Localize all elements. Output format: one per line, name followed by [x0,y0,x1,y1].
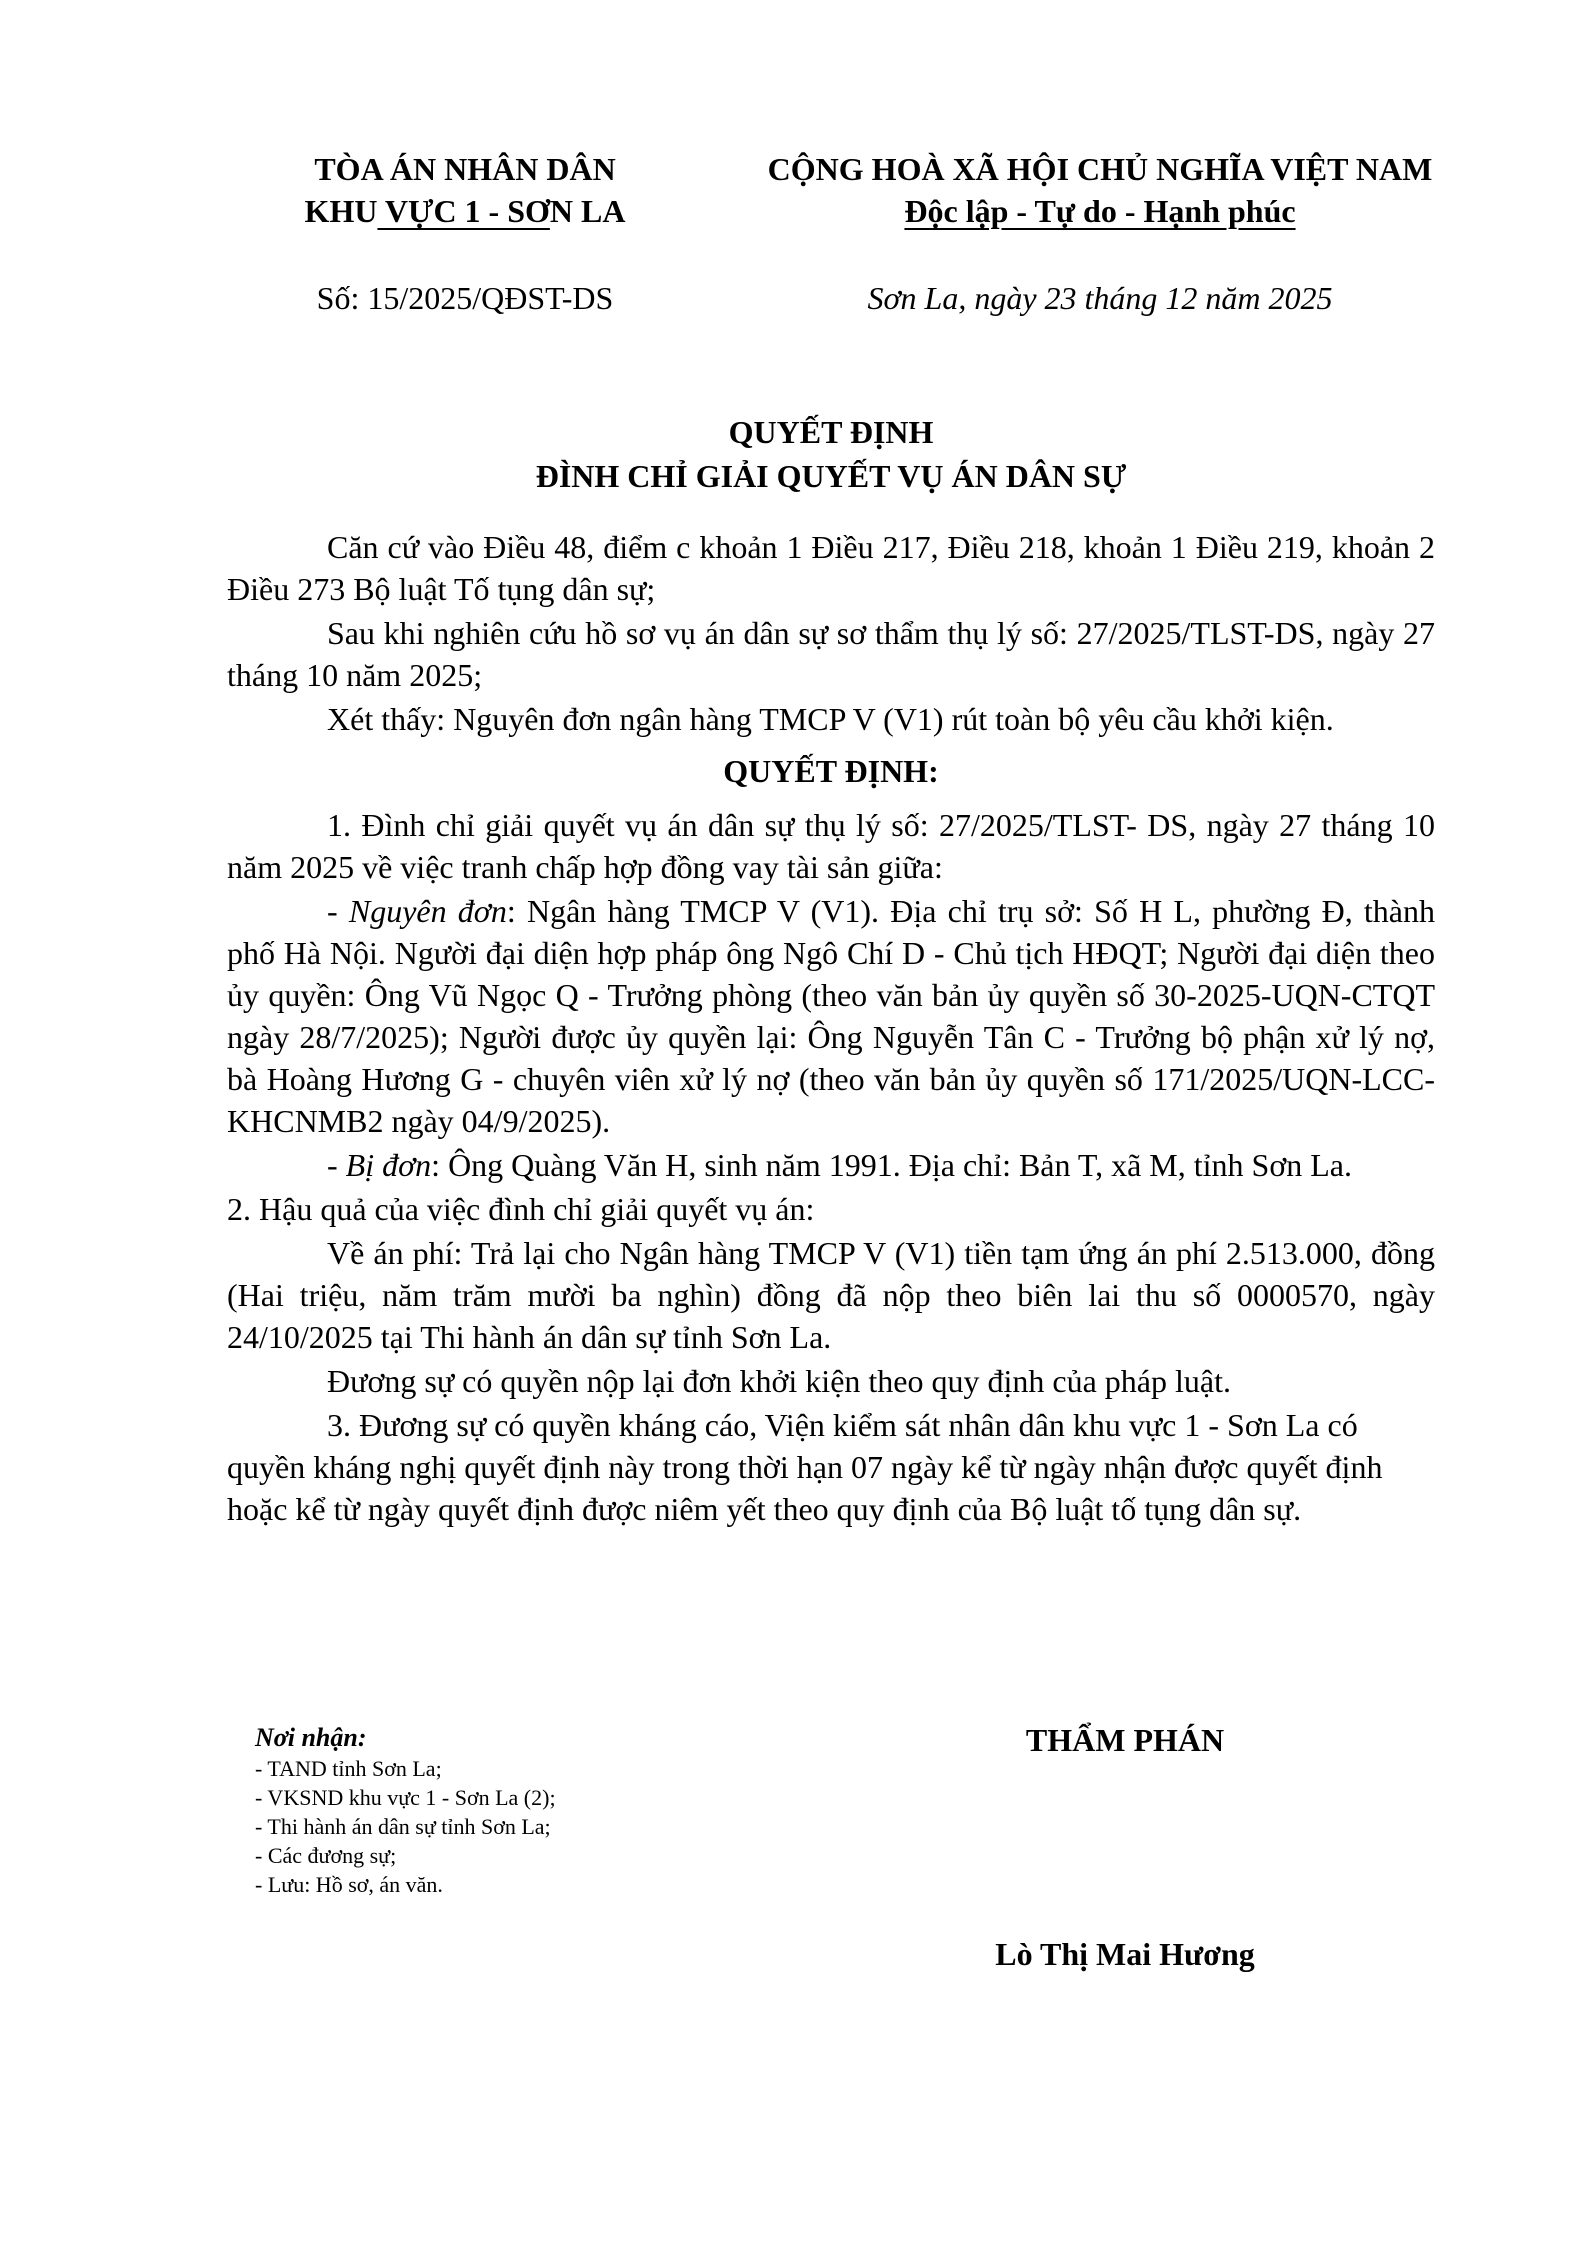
case-review-paragraph: Sau khi nghiên cứu hồ sơ vụ án dân sự sơ thẩm thụ lý số: 27/2025/TLST-DS, ngày 27 tháng 10 năm 2025; [227,615,1435,693]
legal-basis-paragraph: Căn cứ vào Điều 48, điểm c khoản 1 Điều 217, Điều 218, khoản 1 Điều 219, khoản 2 Điều 273 Bộ luật Tố tụng dân sự; [227,529,1435,607]
decision-item-1: 1. Đình chỉ giải quyết vụ án dân sự thụ lý số: 27/2025/TLST- DS, ngày 27 tháng 10 năm 2025 về việc tranh chấp hợp đồng vay tài sản giữa: [227,807,1435,885]
court-fee-paragraph: Về án phí: Trả lại cho Ngân hàng TMCP V (V1) tiền tạm ứng án phí 2.513.000, đồng (Hai triệu, năm trăm mười ba nghìn) đồng đã nộp theo biên lai thu số 0000570, ngày 24/10/2025 tại Thi hành án dân sự tỉnh Sơn La. [227,1235,1435,1355]
court-name-line2-post: N LA [549,193,626,229]
document-body [227,526,1435,1532]
national-motto: Độc lập - Tự do - Hạnh phúc [904,193,1296,229]
defendant-text: : Ông Quàng Văn H, sinh năm 1991. Địa chỉ: Bản T, xã M, tỉnh Sơn La. [431,1147,1352,1183]
court-name-line2-pre: KHU [304,193,378,229]
title-line2: ĐÌNH CHỈ GIẢI QUYẾT VỤ ÁN DÂN SỰ [535,458,1127,494]
plaintiff-paragraph [227,890,1435,1142]
recipient-item: - VKSND khu vực 1 - Sơn La (2); [255,1785,556,1810]
court-name-line1: TÒA ÁN NHÂN DÂN [314,151,616,187]
document-number: Số: 15/2025/QĐST-DS [316,280,614,316]
decision-item-3: 3. Đương sự có quyền kháng cáo, Viện kiểm sát nhân dân khu vực 1 - Sơn La có quyền kháng nghị quyết định này trong thời hạn 07 ngày kể từ ngày nhận được quyết định hoặc kể từ ngày quyết định được niêm yết theo quy định của Bộ luật tố tụng dân sự. [227,1407,1383,1527]
national-header [720,148,1480,232]
signer-role: THẨM PHÁN [1025,1722,1225,1758]
decision-item-2: 2. Hậu quả của việc đình chỉ giải quyết vụ án: [227,1191,815,1227]
refile-right-paragraph: Đương sự có quyền nộp lại đơn khởi kiện theo quy định của pháp luật. [327,1363,1231,1399]
plaintiff-label: Nguyên đơn [348,893,507,929]
place-and-date: Sơn La, ngày 23 tháng 12 năm 2025 [867,280,1333,316]
court-name-line2 [230,190,700,232]
defendant-label: Bị đơn [345,1147,432,1183]
recipient-item: - Các đương sự; [255,1843,397,1868]
defendant-paragraph [227,1144,1435,1186]
finding-paragraph: Xét thấy: Nguyên đơn ngân hàng TMCP V (V1) rút toàn bộ yêu cầu khởi kiện. [327,701,1334,737]
plaintiff-prefix: - [327,893,349,929]
decision-heading: QUYẾT ĐỊNH: [723,753,939,789]
recipients-title: Nơi nhận: [255,1723,367,1752]
plaintiff-text: : Ngân hàng TMCP V (V1). Địa chỉ trụ sở: Số H L, phường Đ, thành phố Hà Nội. Người đại diện hợp pháp ông Ngô Chí D - Chủ tịch HĐQT; Người đại diện theo ủy quyền: Ông Vũ Ngọc Q - Trưởng phòng (theo văn bản ủy quyền số 30-2025-UQN-CTQT ngày 28/7/2025); Người được ủy quyền lại: Ông Nguyễn Tân C - Trưởng bộ phận xử lý nợ, bà Hoàng Hương G - chuyên viên xử lý nợ (theo văn bản ủy quyền số 171/2025/UQN-LCC-KHCNMB2 ngày 04/9/2025). [227,893,1436,1139]
title-line1: QUYẾT ĐỊNH [728,414,934,450]
court-header [230,148,700,232]
recipient-item: - TAND tỉnh Sơn La; [255,1756,442,1781]
court-name-line2-underlined: VỰC 1 - SƠ [377,193,550,229]
signer-name: Lò Thị Mai Hương [995,1936,1255,1972]
recipients-block [255,1722,715,1899]
recipient-item: - Thi hành án dân sự tỉnh Sơn La; [255,1814,551,1839]
country-name: CỘNG HOÀ XÃ HỘI CHỦ NGHĨA VIỆT NAM [767,151,1433,187]
document-title [227,410,1435,498]
recipient-item: - Lưu: Hồ sơ, án văn. [255,1872,443,1897]
defendant-prefix: - [327,1147,346,1183]
